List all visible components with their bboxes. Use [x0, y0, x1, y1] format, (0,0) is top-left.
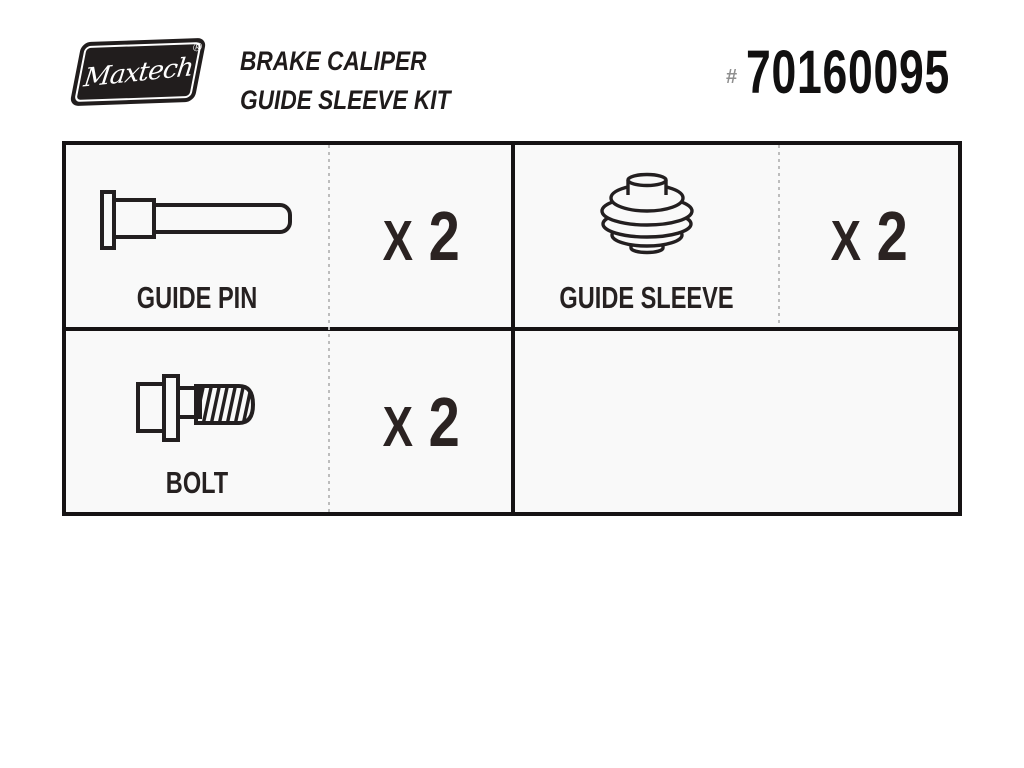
logo-inner-border [74, 39, 204, 102]
registered-trademark-icon: ® [191, 39, 204, 55]
dashed-divider-left [328, 145, 330, 512]
cell-bolt [66, 331, 328, 512]
bolt-icon [135, 373, 259, 443]
guide-sleeve-icon [597, 171, 697, 257]
cell-bolt-qty [332, 331, 511, 512]
part-label-bolt: BOLT [165, 465, 229, 500]
maxtech-logo [69, 38, 206, 106]
product-title-line2: GUIDE SLEEVE KIT [240, 85, 451, 115]
kit-contents-table [62, 141, 962, 516]
part-number: 70160095 [746, 38, 951, 106]
part-label-guide-pin: GUIDE PIN [136, 280, 258, 315]
cell-empty [515, 331, 958, 512]
part-number-row [726, 38, 1024, 106]
cell-guide-sleeve-qty [780, 145, 958, 327]
product-title-line1: BRAKE CALIPER [240, 46, 427, 76]
hash-icon: # [726, 65, 738, 88]
cell-guide-pin-qty [332, 145, 511, 327]
guide-pin-icon [99, 189, 295, 251]
cell-guide-pin [66, 145, 328, 327]
part-label-guide-sleeve: GUIDE SLEEVE [559, 280, 734, 315]
quantity-guide-sleeve: X 2 [830, 197, 908, 275]
quantity-bolt: X 2 [382, 382, 461, 461]
product-title [240, 42, 450, 120]
logo-wordmark: Maxtech [81, 52, 195, 94]
quantity-guide-pin: X 2 [382, 197, 461, 275]
cell-guide-sleeve [515, 145, 778, 327]
